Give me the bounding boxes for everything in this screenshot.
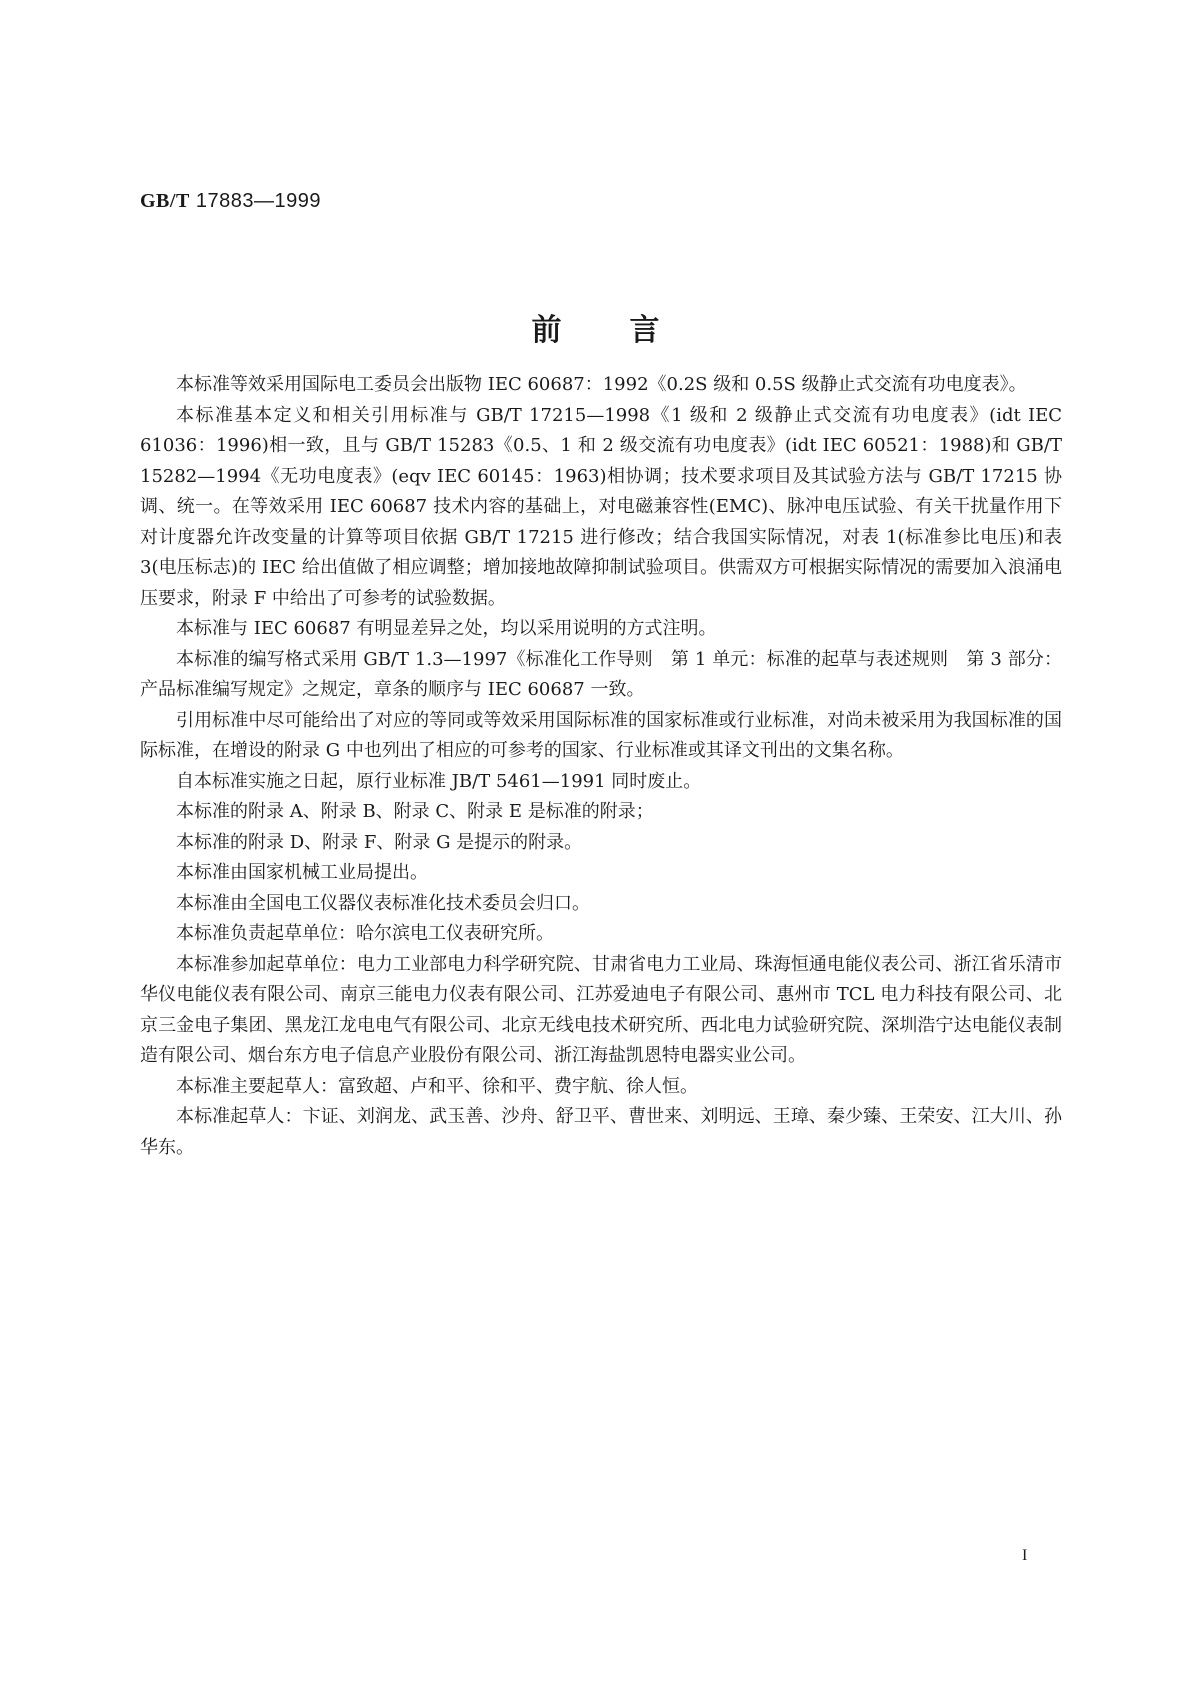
paragraph: 本标准主要起草人：富致超、卢和平、徐和平、费宇航、徐人恒。: [176, 1075, 698, 1097]
foreword-body: [140, 370, 1062, 1163]
standard-code-prefix: GB/T: [140, 190, 190, 212]
paragraph: 本标准与 IEC 60687 有明显差异之处，均以采用说明的方式注明。: [176, 618, 717, 639]
paragraph: 引用标准中尽可能给出了对应的等同或等效采用国际标准的国家标准或行业标准，对尚未被采用为我国标准的国际标准，在增设的附录 G 中也列出了相应的可参考的国家、行业标准或其译文刊出的文集名称。: [140, 709, 1062, 761]
standard-code-number: 17883—1999: [195, 190, 321, 212]
paragraph: 本标准由全国电工仪器仪表标准化技术委员会归口。: [176, 892, 590, 914]
paragraph: 本标准的附录 A、附录 B、附录 C、附录 E 是标准的附录；: [176, 801, 654, 822]
paragraph: 本标准起草人：卞证、刘润龙、武玉善、沙舟、舒卫平、曹世来、刘明远、王璋、秦少臻、王荣安、江大川、孙华东。: [140, 1106, 1062, 1158]
paragraph: 本标准等效采用国际电工委员会出版物 IEC 60687：1992《0.2S 级和 0.5S 级静止式交流有功电度表》。: [176, 374, 1027, 395]
paragraph: 本标准基本定义和相关引用标准与 GB/T 17215—1998《1 级和 2 级静止式交流有功电度表》(idt IEC 61036：1996)相一致，且与 GB/T 15283《0.5、1 和 2 级交流有功电度表》(idt IEC 60521：1988)和 GB/T 15282—1994《无功电度表》(eqv IEC 60145：1963)相协调；技术要求项目及其试验方法与 GB/T 17215 协调、统一。在等效采用 IEC 60687 技术内容的基础上，对电磁兼容性(EMC)、脉冲电压试验、有关干扰量作用下对计度器允许改变量的计算等项目依据 GB/T 17215 进行修改；结合我国实际情况，对表 1(标准参比电压)和表 3(电压标志)的 IEC 给出值做了相应调整；增加接地故障抑制试验项目。供需双方可根据实际情况的需要加入浪涌电压要求，附录 F 中给出了可参考的试验数据。: [140, 404, 1062, 609]
paragraph: 本标准参加起草单位：电力工业部电力科学研究院、甘肃省电力工业局、珠海恒通电能仪表公司、浙江省乐清市华仪电能仪表有限公司、南京三能电力仪表有限公司、江苏爱迪电子有限公司、惠州市 TCL 电力科技有限公司、北京三金电子集团、黑龙江龙电电气有限公司、北京无线电技术研究所、西北电力试验研究院、深圳浩宁达电能仪表制造有限公司、烟台东方电子信息产业股份有限公司、浙江海盐凯恩特电器实业公司。: [140, 953, 1062, 1066]
paragraph: 本标准负责起草单位：哈尔滨电工仪表研究所。: [176, 923, 554, 944]
paragraph: 本标准由国家机械工业局提出。: [176, 862, 428, 883]
paragraph: 自本标准实施之日起，原行业标准 JB/T 5461—1991 同时废止。: [176, 770, 702, 792]
standard-code: [140, 190, 321, 213]
paragraph: 本标准的附录 D、附录 F、附录 G 是提示的附录。: [176, 831, 583, 853]
paragraph: 本标准的编写格式采用 GB/T 1.3—1997《标准化工作导则 第 1 单元：标准的起草与表述规则 第 3 部分：产品标准编写规定》之规定，章条的顺序与 IEC 60687 一致。: [140, 648, 1062, 700]
page-title: 前言: [531, 313, 728, 348]
page-number: I: [1022, 1547, 1028, 1564]
